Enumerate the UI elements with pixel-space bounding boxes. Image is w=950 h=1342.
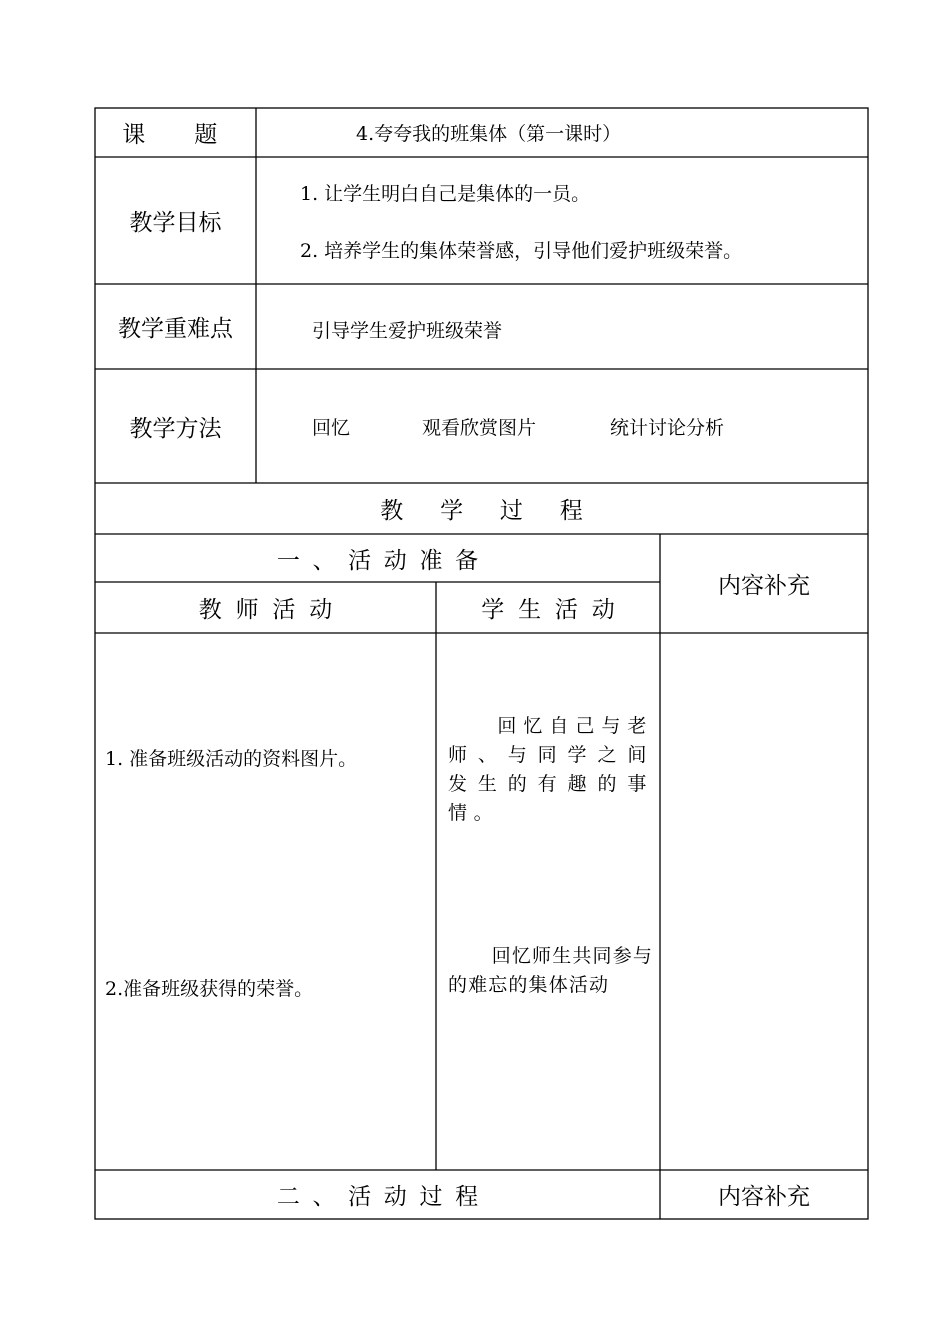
goal-item-1: 1. 让学生明白自己是集体的一员。 (300, 182, 591, 205)
teacher-activity-header-text: 教师活动 (198, 597, 346, 623)
method-item-1: 回忆 (312, 416, 351, 439)
topic-label (95, 108, 256, 157)
methods-label (95, 369, 256, 483)
process-title-text: 教学过程 (380, 498, 620, 524)
section1-supplement-text: 内容补充 (718, 573, 810, 599)
methods-label-text: 教学方法 (129, 415, 222, 442)
student-activity-header (436, 582, 660, 633)
key-points-label (95, 284, 256, 369)
section2-supplement-text: 内容补充 (718, 1184, 810, 1210)
method-item-2: 观看欣赏图片 (422, 416, 537, 439)
key-points-value-text: 引导学生爱护班级荣誉 (312, 320, 503, 342)
section2-title (95, 1170, 660, 1219)
section1-title-text: 一、活动准备 (276, 547, 491, 574)
goals-label (95, 157, 256, 284)
topic-label-text: 课 题 (122, 122, 229, 148)
teacher-item-2 (95, 970, 436, 1004)
goals-list (256, 157, 868, 284)
section2-supplement (660, 1170, 868, 1219)
section1-title (95, 534, 660, 582)
goal-item-2: 2. 培养学生的集体荣誉感，引导他们爱护班级荣誉。 (300, 239, 743, 262)
method-item-3: 统计讨论分析 (610, 416, 725, 439)
student-item-1 (436, 712, 660, 824)
student-activity-header-text: 学生活动 (481, 597, 629, 623)
methods-list (256, 369, 868, 483)
student-item-2 (436, 942, 660, 1004)
section1-supplement (660, 534, 868, 633)
goals-label-text: 教学目标 (129, 210, 222, 236)
topic-value (256, 108, 868, 157)
process-title (95, 483, 868, 534)
teacher-item-1 (95, 740, 436, 774)
key-points-value (256, 284, 868, 369)
teacher-activity-header (95, 582, 436, 633)
student-item-2-text: 回忆师生共同参与的难忘的集体活动 (448, 945, 653, 996)
teacher-item-1-text: 1. 准备班级活动的资料图片。 (105, 747, 358, 770)
student-item-1-text: 回忆自己与老师、与同学之间发生的有趣的事情。 (448, 715, 653, 824)
topic-value-text: 4.夸夸我的班集体（第一课时） (356, 123, 622, 145)
key-points-label-text: 教学重难点 (118, 316, 233, 342)
section2-title-text: 二、活动过程 (276, 1184, 491, 1210)
teacher-item-2-text: 2.准备班级获得的荣誉。 (105, 977, 314, 1000)
